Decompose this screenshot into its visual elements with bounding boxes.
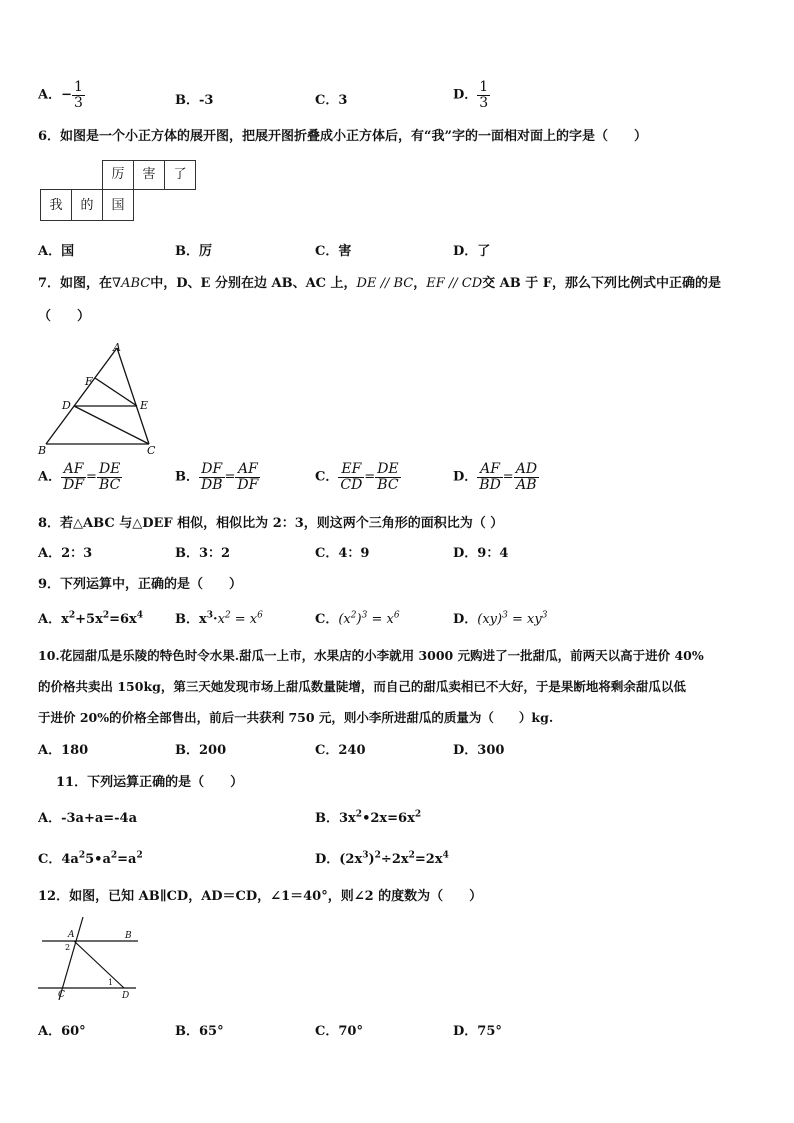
q7-triangle-figure xyxy=(36,338,166,460)
option-label: B． xyxy=(175,612,199,627)
label-c: C xyxy=(147,444,156,457)
label-a: A xyxy=(113,341,121,354)
fraction xyxy=(514,462,539,492)
q8-option-a[interactable]: A．2：3 xyxy=(38,546,93,561)
net-cell: 了 xyxy=(164,160,196,190)
q7-option-b[interactable]: B． $\frac{DF}{DB}$ = $\frac{AF}{DF}$ xyxy=(175,461,259,493)
q5-option-c[interactable] xyxy=(315,89,347,108)
q12-option-c[interactable]: C．70° xyxy=(315,1024,363,1039)
q11-stem: 11．下列运算正确的是（ ） xyxy=(56,775,244,790)
numerator: AF xyxy=(61,462,86,478)
option-label: D． xyxy=(315,852,340,867)
option-label: D． xyxy=(453,612,478,627)
q6-option-b[interactable]: B．厉 xyxy=(175,244,212,259)
q9-option-c[interactable]: C．$(x^2)^3 = x^6$ xyxy=(315,610,400,627)
q6-option-d[interactable]: D．了 xyxy=(453,244,491,259)
q12-stem: 12．如图，已知 AB∥CD，AD＝CD，∠1＝40°，则∠2 的度数为（ ） xyxy=(38,889,483,904)
minus-sign: − xyxy=(61,87,72,103)
fraction xyxy=(477,462,503,492)
net-cell: 我 xyxy=(40,189,72,221)
option-label: C． xyxy=(315,469,339,485)
q11-option-d[interactable]: D．$(2x^3)^2\div 2x^2=2x^4$ xyxy=(315,850,449,867)
numerator: 1 xyxy=(74,79,83,95)
q10-option-a[interactable]: A．180 xyxy=(38,743,89,758)
label-d: D xyxy=(62,399,71,412)
math-expression: EF // CD xyxy=(426,276,483,291)
numerator: EF xyxy=(338,462,364,478)
option-label: D． xyxy=(453,469,478,485)
q7-option-c[interactable]: C． $\frac{EF}{CD}$ = $\frac{DE}{BC}$ xyxy=(315,461,399,493)
fraction xyxy=(338,462,364,492)
label-b: B xyxy=(125,931,132,941)
option-label: D． xyxy=(453,87,478,103)
q5-option-a[interactable] xyxy=(38,80,85,110)
q7-answer-paren: （ ） xyxy=(38,309,91,324)
q12-option-b[interactable]: B．65° xyxy=(175,1024,224,1039)
option-text: -3 xyxy=(199,93,214,108)
label-a: A xyxy=(68,930,75,940)
angle-1-label: 1 xyxy=(108,978,114,987)
angle-2-label: 2 xyxy=(65,943,71,952)
denominator: 3 xyxy=(479,94,489,111)
label-c: C xyxy=(58,990,65,1000)
label-b: B xyxy=(38,444,47,457)
option-label: A． xyxy=(38,612,62,627)
fraction xyxy=(199,462,225,492)
fraction xyxy=(235,462,260,492)
q9-option-a[interactable]: A．$x^2+5x^2=6x^4$ xyxy=(38,610,144,627)
q8-option-b[interactable]: B．3：2 xyxy=(175,546,231,561)
numerator: DE xyxy=(98,461,121,477)
q10-stem-line-2: 的价格共卖出 150kg，第三天她发现市场上甜瓜数量陡增，而自己的甜瓜卖相已不大好，于是果断地将剩余甜瓜以低 xyxy=(38,679,686,694)
q10-option-b[interactable]: B．200 xyxy=(175,743,227,758)
denominator: AB xyxy=(516,476,537,493)
option-label: B． xyxy=(315,811,339,826)
q9-stem: 9．下列运算中，正确的是（ ） xyxy=(38,577,243,592)
option-label: C． xyxy=(315,93,339,108)
q6-stem: 6．如图是一个小正方体的展开图，把展开图折叠成小正方体后，有“我”字的一面相对面上的字是（ ） xyxy=(38,129,648,144)
stem-text: 7．如图，在 xyxy=(38,276,113,291)
q5-option-d[interactable] xyxy=(453,80,490,110)
fraction xyxy=(61,462,86,492)
fraction xyxy=(477,80,490,110)
q7-option-a[interactable]: A． $\frac{AF}{DF}$ = $\frac{DE}{BC}$ xyxy=(38,461,121,493)
numerator: AF xyxy=(477,462,503,478)
fraction xyxy=(375,462,400,492)
numerator: 1 xyxy=(479,79,489,95)
q9-option-b[interactable]: B．$x^3\cdot x^2 = x^6$ xyxy=(175,610,263,627)
stem-text: 中，D、E 分别在边 AB、AC 上， xyxy=(150,276,357,291)
option-label: A． xyxy=(38,469,62,485)
label-d: D xyxy=(122,991,130,1001)
numerator: AF xyxy=(235,462,260,478)
net-cell: 国 xyxy=(102,189,134,221)
net-cell: 的 xyxy=(71,189,103,221)
segment-ab xyxy=(46,348,117,444)
fraction xyxy=(97,462,122,492)
label-f: F xyxy=(85,375,93,388)
q11-option-a[interactable]: A．-3a+a=-4a xyxy=(38,811,138,826)
q12-parallel-lines-figure xyxy=(36,912,140,1004)
denominator: BC xyxy=(99,476,121,493)
denominator: DF xyxy=(63,476,85,493)
segment-ad xyxy=(74,941,124,988)
label-e: E xyxy=(140,399,149,412)
denominator: BD xyxy=(479,476,501,493)
q7-option-d[interactable]: D． $\frac{AF}{BD}$ = $\frac{AD}{AB}$ xyxy=(453,461,538,493)
denominator: BC xyxy=(377,476,399,493)
q11-option-c[interactable]: C．$4a^25•a^2=a^2$ xyxy=(38,850,143,867)
q10-option-d[interactable]: D．300 xyxy=(453,743,505,758)
cube-net xyxy=(40,160,200,226)
option-label: B． xyxy=(175,93,199,108)
numerator: DE xyxy=(377,461,399,477)
stem-text: 交 AB 于 F，那么下列比例式中正确的是 xyxy=(482,276,722,291)
triangle-symbol: ∇ABC xyxy=(112,276,151,291)
option-text: 3 xyxy=(338,93,348,108)
q6-option-a[interactable]: A．国 xyxy=(38,244,75,259)
option-label: B． xyxy=(175,469,199,485)
option-label: A． xyxy=(38,87,62,103)
q10-option-c[interactable]: C．240 xyxy=(315,743,366,758)
denominator: 3 xyxy=(74,94,83,111)
q9-option-d[interactable]: D．$(xy)^3 = xy^3$ xyxy=(453,610,548,627)
numerator: AD xyxy=(515,461,538,477)
net-cell: 厉 xyxy=(102,160,134,190)
numerator: DF xyxy=(199,462,225,478)
q7-stem xyxy=(38,272,721,291)
q11-option-b[interactable]: B．$3x^2•2x=6x^2$ xyxy=(315,809,422,826)
q12-option-d[interactable]: D．75° xyxy=(453,1024,502,1039)
q8-stem: 8．若△ABC 与△DEF 相似，相似比为 2：3，则这两个三角形的面积比为（ ） xyxy=(38,516,504,531)
denominator: CD xyxy=(340,476,363,493)
stem-text: ， xyxy=(413,276,427,291)
net-cell: 害 xyxy=(133,160,165,190)
q8-option-c[interactable]: C．4：9 xyxy=(315,546,370,561)
q6-option-c[interactable]: C．害 xyxy=(315,244,352,259)
q10-stem-line-3: 于进价 20%的价格全部售出，前后一共获利 750 元，则小李所进甜瓜的质量为（ ）kg. xyxy=(38,710,554,725)
denominator: DF xyxy=(237,476,259,493)
math-expression: DE // BC xyxy=(356,276,414,291)
segment-ef xyxy=(95,378,137,406)
option-label: C． xyxy=(315,612,339,627)
q8-option-d[interactable]: D．9：4 xyxy=(453,546,509,561)
denominator: DB xyxy=(201,476,223,493)
q5-option-b[interactable] xyxy=(175,89,213,108)
fraction xyxy=(72,80,85,110)
q12-option-a[interactable]: A．60° xyxy=(38,1024,86,1039)
q10-stem-line-1: 10.花园甜瓜是乐陵的特色时令水果.甜瓜一上市，水果店的小李就用 3000 元购进了一批甜瓜，前两天以高于进价 40% xyxy=(38,648,704,663)
option-label: C． xyxy=(38,852,62,867)
